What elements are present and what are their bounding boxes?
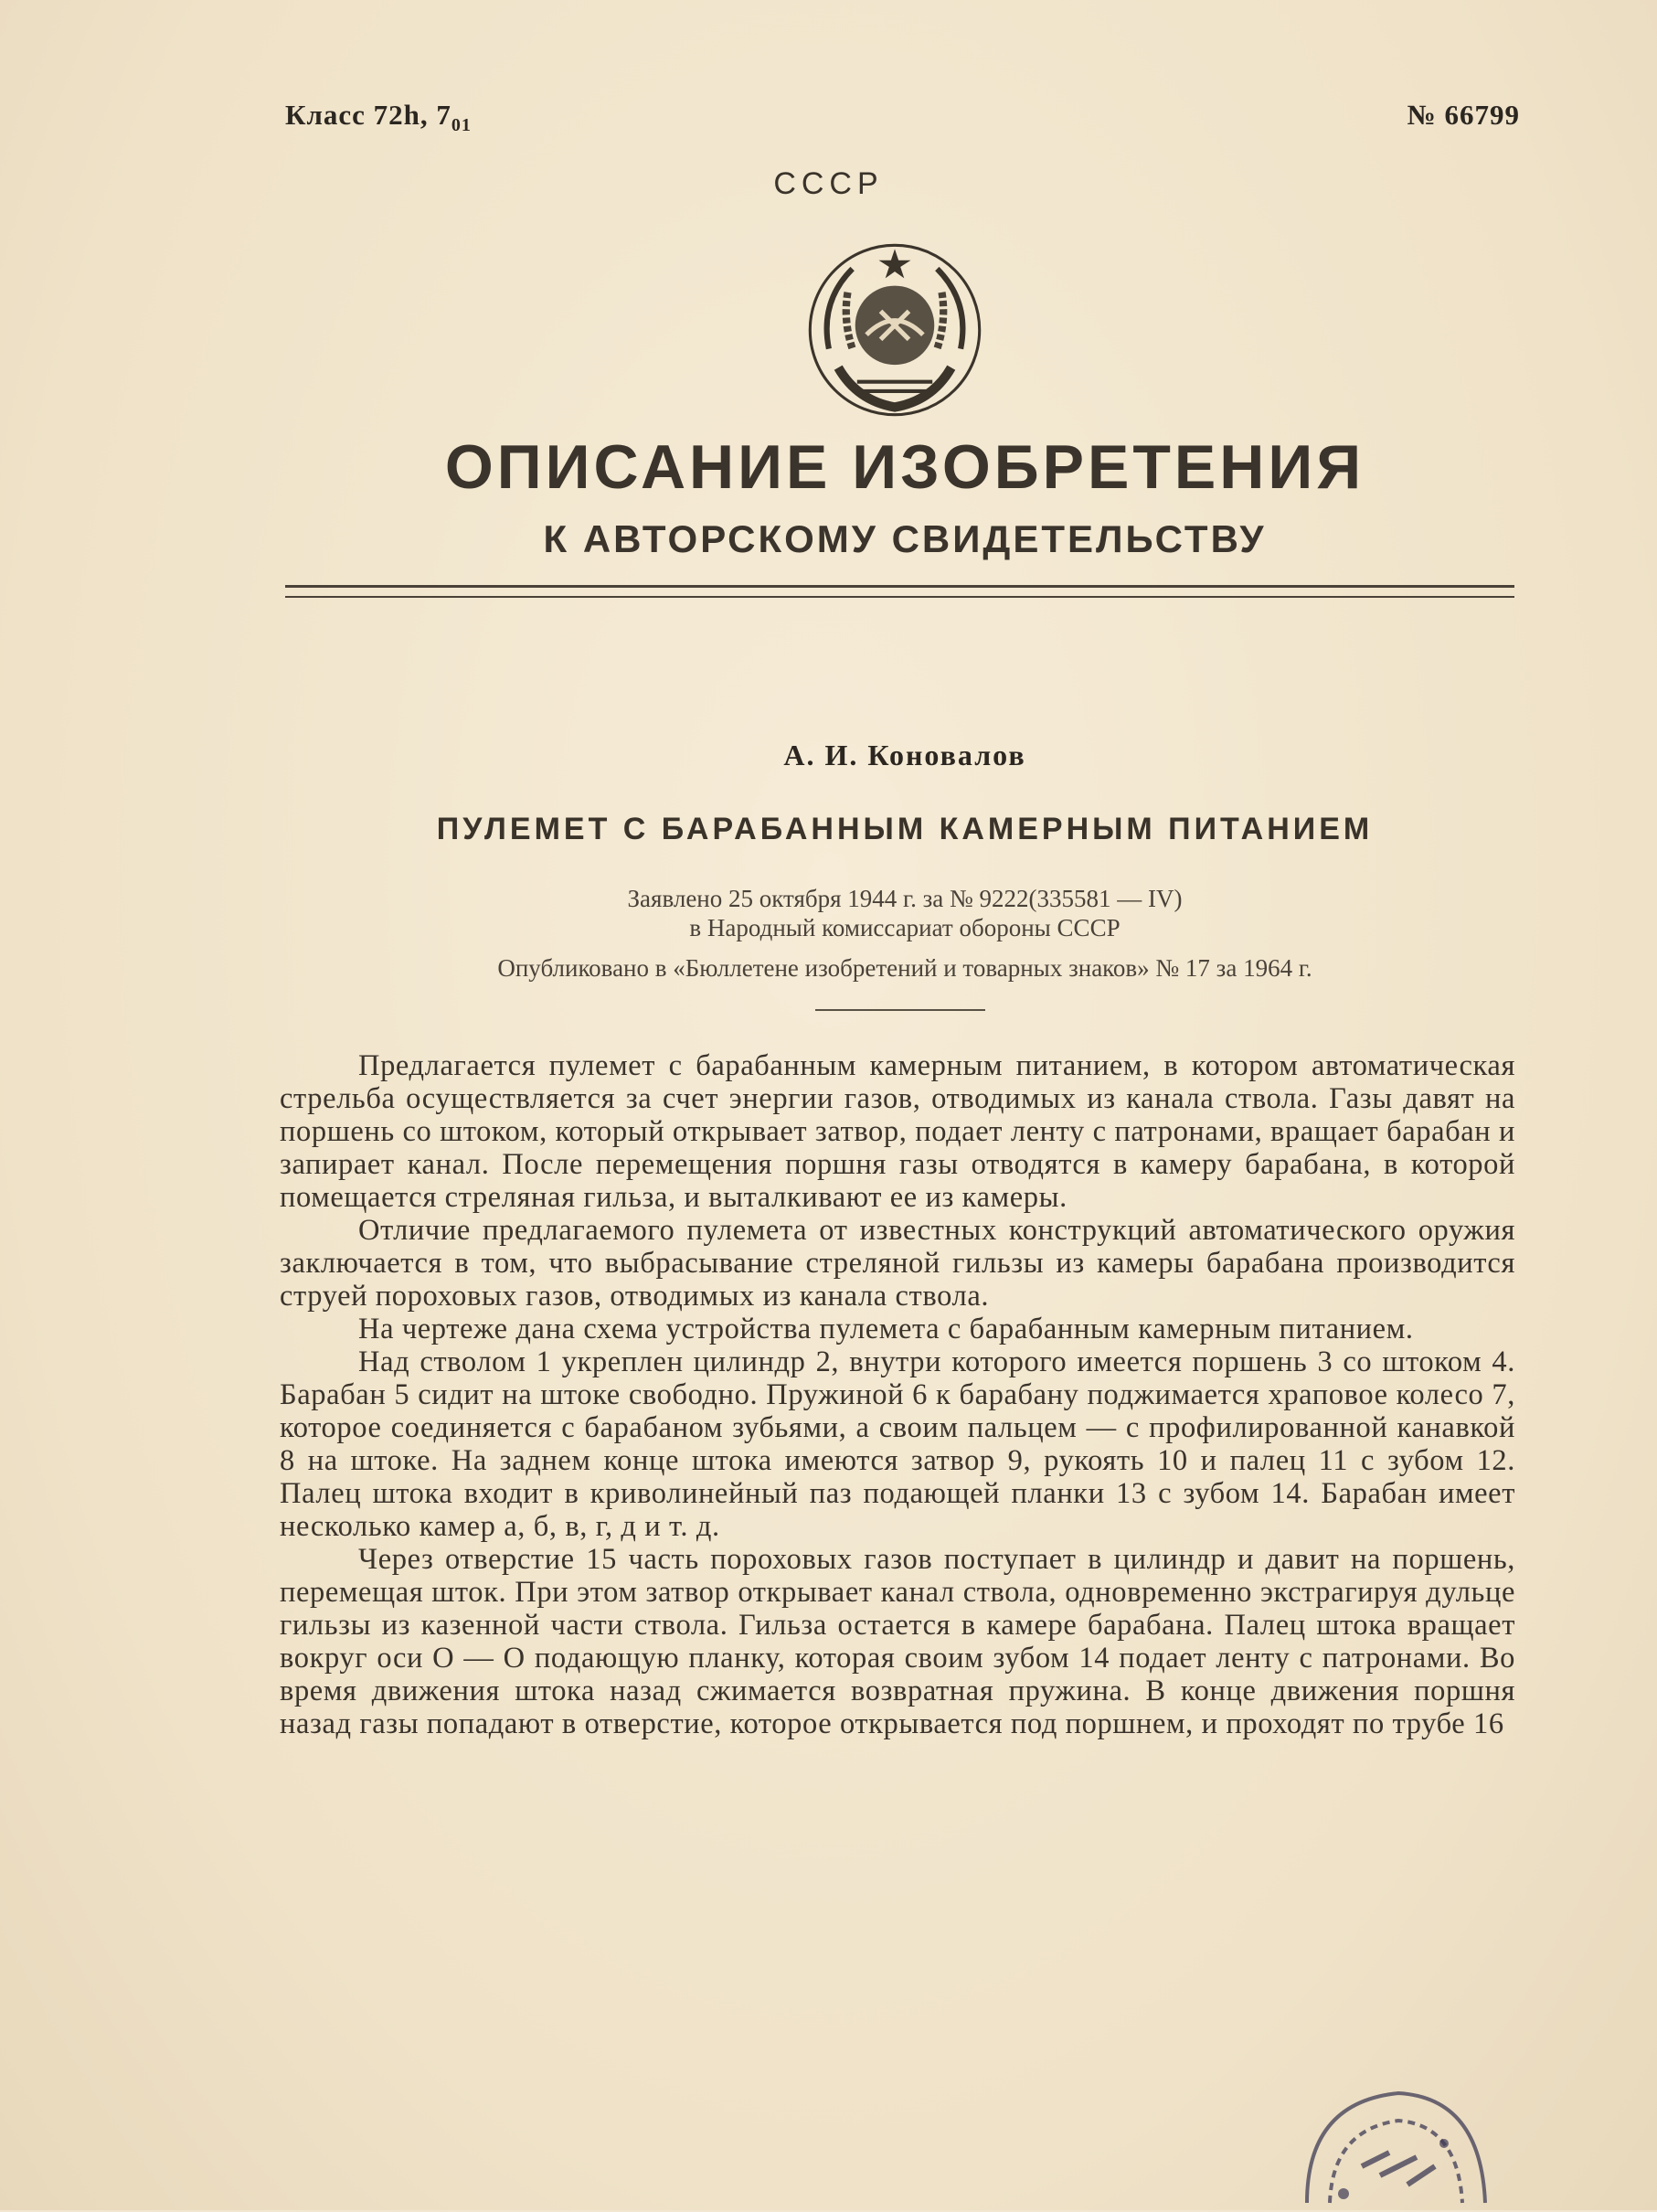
paragraph: Через отверстие 15 часть пороховых газов поступает в цилиндр и давит на поршень, перемещая шток. При этом затвор открывает канал ствола, одновременно экстрагируя дульце гильзы из казенной части ствола. Гильза остается в камере барабана. Палец штока вращает вокруг оси О — О подающую планку, которая своим зубом 14 подает ленту с патронами. Во время движения штока назад сжимается возвратная пружина. В конце движения поршня назад газы попадают в отверстие, которое открывается под поршнем, и проходят по трубе 16 bbox=[280, 1543, 1515, 1740]
class-label-subscript: 01 bbox=[451, 115, 472, 136]
publication-line: Опубликовано в «Бюллетене изобретений и товарных знаков» № 17 за 1964 г. bbox=[497, 954, 1312, 982]
patent-number: № 66799 bbox=[1407, 99, 1520, 131]
document-subtitle: К АВТОРСКОМУ СВИДЕТЕЛЬСТВУ bbox=[543, 517, 1267, 560]
title-divider-top bbox=[285, 585, 1514, 588]
description-body bbox=[280, 1049, 1515, 1740]
country-label: СССР bbox=[773, 166, 884, 201]
invention-title: ПУЛЕМЕТ С БАРАБАННЫМ КАМЕРНЫМ ПИТАНИЕМ bbox=[436, 812, 1374, 846]
section-divider bbox=[815, 1009, 985, 1011]
class-label-text: Класс 72h, 7 bbox=[285, 99, 451, 131]
document-title: ОПИСАНИЕ ИЗОБРЕТЕНИЯ bbox=[444, 432, 1365, 502]
title-divider-bottom bbox=[285, 596, 1514, 598]
library-stamp-icon bbox=[1289, 2066, 1499, 2212]
filing-line-1: Заявлено 25 октября 1944 г. за № 9222(335581 — IV) bbox=[627, 885, 1183, 912]
state-emblem-icon bbox=[801, 236, 989, 424]
paragraph: Отличие предлагаемого пулемета от известных конструкций автоматического оружия заключается в том, что выбрасывание стреляной гильзы из камеры барабана производится струей пороховых газов, отводимых из канала ствола. bbox=[280, 1214, 1515, 1313]
paragraph: Над стволом 1 укреплен цилиндр 2, внутри которого имеется поршень 3 со штоком 4. Барабан 5 сидит на штоке свободно. Пружиной 6 к барабану поджимается храповое колесо 7, которое соединяется с барабаном зубьями, а своим пальцем — с профилированной канавкой 8 на штоке. На заднем конце штока имеются затвор 9, рукоять 10 и палец 11 с зубом 12. Палец штока входит в криволинейный паз подающей планки 13 с зубом 14. Барабан имеет несколько камер а, б, в, г, д и т. д. bbox=[280, 1345, 1515, 1543]
paragraph: На чертеже дана схема устройства пулемета с барабанным камерным питанием. bbox=[358, 1313, 1414, 1345]
author-name: А. И. Коновалов bbox=[783, 739, 1026, 771]
paragraph: Предлагается пулемет с барабанным камерным питанием, в котором автоматическая стрельба осуществляется за счет энергии газов, отводимых из канала ствола. Газы давят на поршень со штоком, который открывает затвор, подает ленту с патронами, вращает барабан и запирает канал. После перемещения поршня газы отводятся в камеру барабана, в которой помещается стреляная гильза, и выталкивают ее из камеры. bbox=[280, 1049, 1515, 1214]
class-label bbox=[285, 99, 472, 136]
filing-line-2: в Народный комиссариат обороны СССР bbox=[689, 914, 1121, 941]
